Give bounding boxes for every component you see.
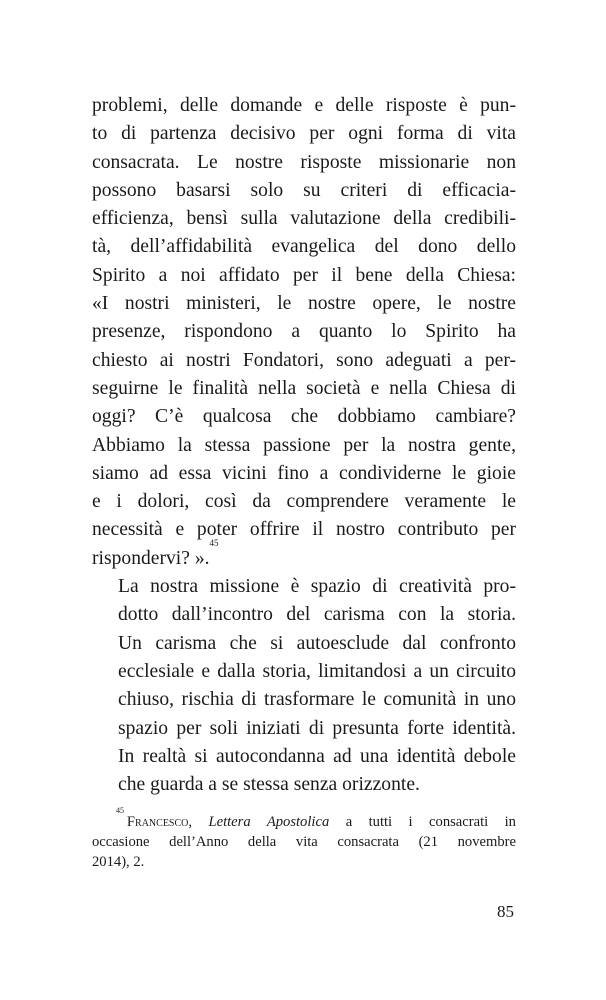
footnote-text: a tutti i consacrati in	[345, 814, 516, 830]
text-line: Abbiamo la stessa passione per la nostra gente,	[92, 434, 516, 456]
text-line-content: rispondervi? ».	[92, 547, 210, 569]
text-line: che guarda a se stessa senza orizzonte.	[118, 774, 420, 796]
paragraph-1	[92, 92, 516, 573]
body-text	[92, 92, 516, 799]
text-line: seguirne le finalità nella società e nella Chiesa di	[92, 377, 516, 399]
text-line: La nostra missione è spazio di creatività pro-	[118, 576, 516, 598]
footnote-line: 2014), 2.	[92, 854, 145, 870]
footnote-author: Francesco,	[126, 814, 193, 830]
paragraph-2	[92, 573, 516, 799]
text-line: Spirito a noi affidato per il bene della Chiesa:	[92, 264, 516, 286]
text-line: possono basarsi solo su criteri di efficacia-	[92, 179, 516, 201]
text-line: tà, dell’affidabilità evangelica del dono dello	[92, 236, 516, 258]
text-line: consacrata. Le nostre risposte missionarie non	[92, 151, 516, 173]
text-line: necessità e poter offrire il nostro contributo per	[92, 519, 516, 541]
page-body	[92, 92, 516, 799]
text-line: chiuso, rischia di trasformare le comunità in uno	[118, 689, 516, 711]
text-line: efficienza, bensì sulla valutazione della credibili-	[92, 208, 516, 230]
footnote	[92, 806, 516, 872]
footnote-reference[interactable]: 45	[209, 537, 219, 548]
footnote-title: Lettera Apostolica	[208, 814, 330, 830]
text-line: oggi? C’è qualcosa che dobbiamo cambiare?	[92, 406, 516, 428]
text-line: «I nostri ministeri, le nostre opere, le nostre	[92, 293, 516, 315]
text-line: spazio per soli iniziati di presunta forte identità.	[118, 717, 516, 739]
footnote-line: occasione dell’Anno della vita consacrata (21 novembre	[92, 834, 516, 850]
text-line: dotto dall’incontro del carisma con la storia.	[118, 604, 516, 626]
text-line: ecclesiale e dalla storia, limitandosi a un circuito	[118, 660, 516, 682]
text-line: to di partenza decisivo per ogni forma di vita	[92, 123, 516, 145]
text-line: presenze, rispondono a quanto lo Spirito ha	[92, 321, 516, 343]
text-line: Un carisma che si autoesclude dal confronto	[118, 632, 516, 654]
text-line: e i dolori, così da comprendere veramente le	[92, 491, 516, 513]
footnote-line	[92, 806, 516, 832]
text-line: In realtà si autocondanna ad una identità debole	[118, 745, 516, 767]
text-line	[92, 537, 516, 573]
text-line: chiesto ai nostri Fondatori, sono adeguati a per-	[92, 349, 516, 371]
text-line: siamo ad essa vicini fino a condividerne le gioie	[92, 462, 516, 484]
page-number: 85	[497, 902, 514, 921]
footnote-number: 45	[116, 806, 124, 815]
text-line: problemi, delle domande e delle risposte è pun-	[92, 95, 516, 116]
